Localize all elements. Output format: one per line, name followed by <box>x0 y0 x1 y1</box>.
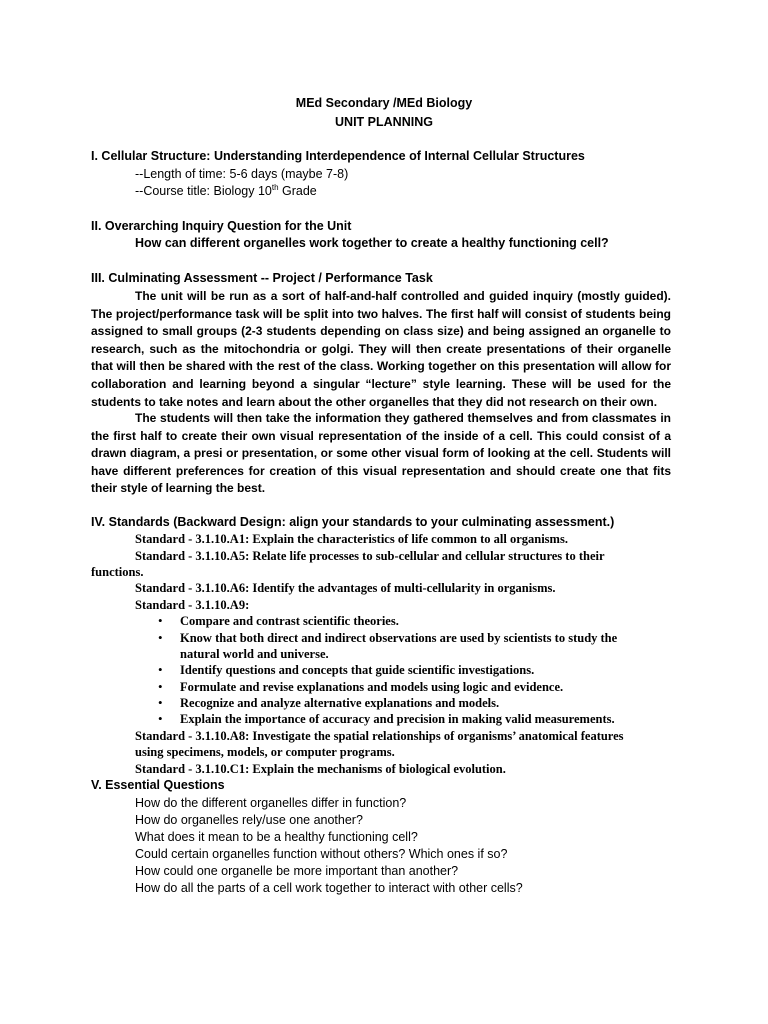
bullet-item: Recognize and analyze alternative explanations and models. <box>180 696 500 710</box>
assessment-paragraph-1-text: The unit will be run as a sort of half-and-half controlled and guided inquiry (mostly guided). The project/performance task will be split into two halves. The first half will consist of students being assigned to small groups (2-3 students depending on class size) and being assigned an organelle to research, such as the mitochondria or golgi. They will then create presentations of their organelle that will then be shared with the rest of the class. Working together on this presentation will allow for collaboration and learning beyond a singular “lecture” style learning. These will be used for the students to take notes and learn about the other organelles that they did not research on their own. <box>91 289 671 409</box>
section-1-heading: I. Cellular Structure: Understanding Interdependence of Internal Cellular Structures <box>91 149 585 163</box>
bullet-item: Formulate and revise explanations and models using logic and evidence. <box>180 680 564 694</box>
course-title <box>135 183 317 199</box>
bullet-icon: • <box>158 679 163 694</box>
essential-question: How do all the parts of a cell work together to interact with other cells? <box>135 881 523 895</box>
essential-question: How do the different organelles differ in function? <box>135 796 407 810</box>
essential-question: How do organelles rely/use one another? <box>135 813 363 827</box>
assessment-paragraph-2 <box>91 410 671 498</box>
assessment-paragraph-2-text: The students will then take the information they gathered themselves and from classmates in the first half to create their own visual representation of the inside of a cell. This could consist of a drawn diagram, a presi or presentation, or some other visual form of looking at the cell. Students will have different preferences for creation of this visual representation and should create one that fits their style of learning the best. <box>91 411 671 496</box>
standard-a9: Standard - 3.1.10.A9: <box>135 598 250 612</box>
essential-question: What does it mean to be a healthy functioning cell? <box>135 830 418 844</box>
standard-a8-cont: using specimens, models, or computer programs. <box>135 745 395 759</box>
section-5-heading: V. Essential Questions <box>91 778 225 792</box>
document-title: MEd Secondary /MEd Biology <box>295 96 473 110</box>
standard-a5-cont: functions. <box>91 565 144 579</box>
bullet-icon: • <box>158 630 163 645</box>
course-title-text: --Course title: Biology 10 <box>135 184 272 198</box>
bullet-icon: • <box>158 613 163 628</box>
standard-a8: Standard - 3.1.10.A8: Investigate the spatial relationships of organisms’ anatomical features <box>135 729 624 743</box>
course-title-sup: th <box>271 182 279 192</box>
assessment-paragraph-1 <box>91 288 671 411</box>
bullet-item: Know that both direct and indirect observations are used by scientists to study the <box>180 631 618 645</box>
standard-a6: Standard - 3.1.10.A6: Identify the advantages of multi-cellularity in organisms. <box>135 581 556 595</box>
bullet-item: Explain the importance of accuracy and precision in making valid measurements. <box>180 712 615 726</box>
bullet-icon: • <box>158 662 163 677</box>
course-title-suffix: Grade <box>278 184 317 198</box>
bullet-icon: • <box>158 695 163 710</box>
bullet-item: Compare and contrast scientific theories. <box>180 614 399 628</box>
standard-c1: Standard - 3.1.10.C1: Explain the mechanisms of biological evolution. <box>135 762 506 776</box>
standard-a5: Standard - 3.1.10.A5: Relate life processes to sub-cellular and cellular structures to their <box>135 549 605 563</box>
length-of-time: --Length of time: 5-6 days (maybe 7-8) <box>135 167 349 181</box>
section-4-heading: IV. Standards (Backward Design: align your standards to your culminating assessment.) <box>91 515 615 529</box>
essential-question: Could certain organelles function without others? Which ones if so? <box>135 847 508 861</box>
bullet-item: Identify questions and concepts that guide scientific investigations. <box>180 663 535 677</box>
essential-question: How could one organelle be more important than another? <box>135 864 459 878</box>
section-3-heading: III. Culminating Assessment -- Project / Performance Task <box>91 271 433 285</box>
standard-a1: Standard - 3.1.10.A1: Explain the characteristics of life common to all organisms. <box>135 532 568 546</box>
inquiry-question: How can different organelles work together to create a healthy functioning cell? <box>135 236 609 250</box>
bullet-item-cont: natural world and universe. <box>180 647 329 661</box>
section-2-heading: II. Overarching Inquiry Question for the Unit <box>91 219 352 233</box>
bullet-icon: • <box>158 711 163 726</box>
document-subtitle: UNIT PLANNING <box>335 115 433 129</box>
